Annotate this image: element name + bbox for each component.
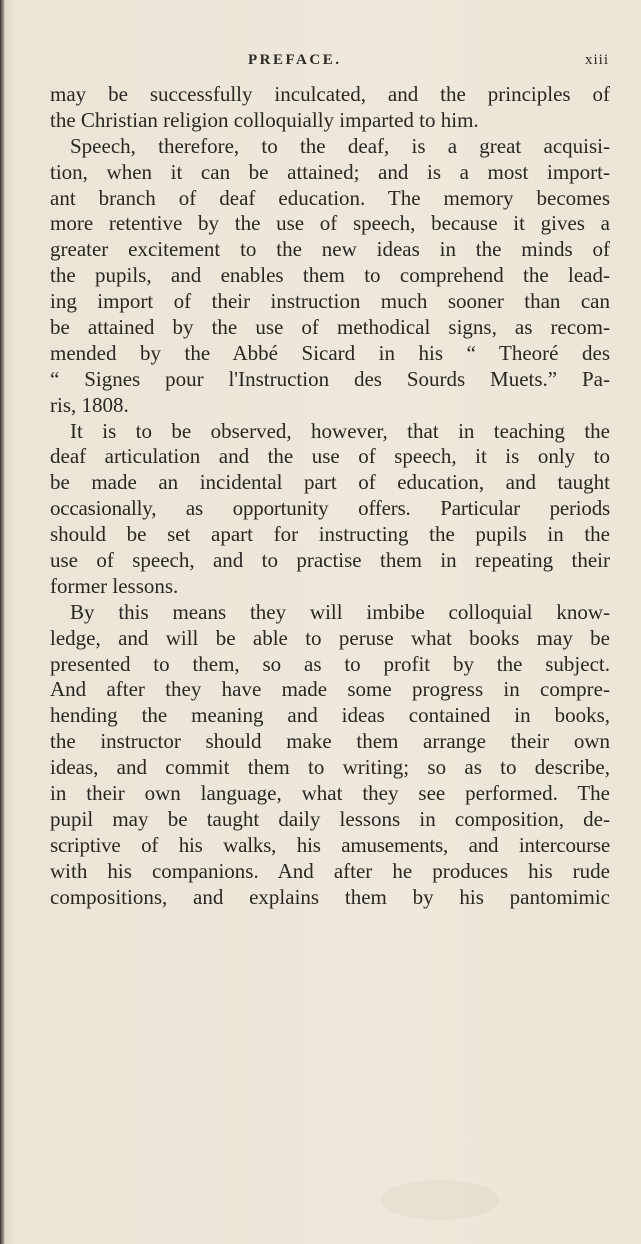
text-line: scriptive of his walks, his amusements, and intercourse	[50, 832, 610, 857]
page-spine-edge	[0, 0, 5, 1244]
text-line: be attained by the use of methodical signs, as recom-	[50, 315, 610, 340]
running-head	[0, 52, 641, 76]
text-line: greater excitement to the new ideas in the minds of	[50, 237, 610, 262]
text-line: should be set apart for instructing the pupils in the	[50, 522, 610, 547]
text-line: former lessons.	[50, 573, 179, 598]
text-line: the instructor should make them arrange their own	[50, 729, 610, 754]
text-line: mended by the Abbé Sicard in his “ Theoré des	[50, 340, 610, 365]
body-text	[50, 82, 610, 911]
text-line: It is to be observed, however, that in teaching the	[70, 418, 610, 443]
page-number: xiii	[585, 52, 610, 68]
text-line: with his companions. And after he produces his rude	[50, 858, 610, 883]
text-line: pupil may be taught daily lessons in composition, de-	[50, 806, 610, 831]
running-title: PREFACE.	[248, 52, 342, 68]
text-line: And after they have made some progress in compre-	[50, 677, 610, 702]
text-line: “ Signes pour l'Instruction des Sourds Muets.” Pa-	[50, 366, 610, 391]
text-line: may be successfully inculcated, and the principles of	[50, 82, 610, 106]
text-line: By this means they will imbibe colloquial know-	[70, 599, 610, 624]
text-line: Speech, therefore, to the deaf, is a great acquisi-	[70, 133, 610, 158]
text-line: ledge, and will be able to peruse what books may be	[50, 625, 610, 650]
text-line: ant branch of deaf education. The memory becomes	[50, 185, 610, 210]
text-line: ris, 1808.	[50, 392, 129, 417]
text-line: in their own language, what they see performed. The	[50, 781, 610, 806]
text-line: use of speech, and to practise them in repeating their	[50, 548, 610, 573]
text-line: ideas, and commit them to writing; so as to describe,	[50, 755, 610, 780]
text-line: ing import of their instruction much sooner than can	[50, 289, 610, 314]
text-line: the pupils, and enables them to comprehend the lead-	[50, 263, 610, 288]
text-line: be made an incidental part of education, and taught	[50, 470, 610, 495]
text-line: presented to them, so as to profit by the subject.	[50, 651, 610, 676]
text-line: more retentive by the use of speech, because it gives a	[50, 211, 610, 236]
text-line: tion, when it can be attained; and is a most import-	[50, 159, 610, 184]
text-line: the Christian religion colloquially imparted to him.	[50, 107, 479, 132]
text-line: occasionally, as opportunity offers. Particular periods	[50, 496, 610, 521]
text-line: compositions, and explains them by his pantomimic	[50, 884, 610, 909]
text-line: hending the meaning and ideas contained in books,	[50, 703, 610, 728]
text-line: deaf articulation and the use of speech, it is only to	[50, 444, 610, 469]
paper-stain	[380, 1180, 500, 1220]
